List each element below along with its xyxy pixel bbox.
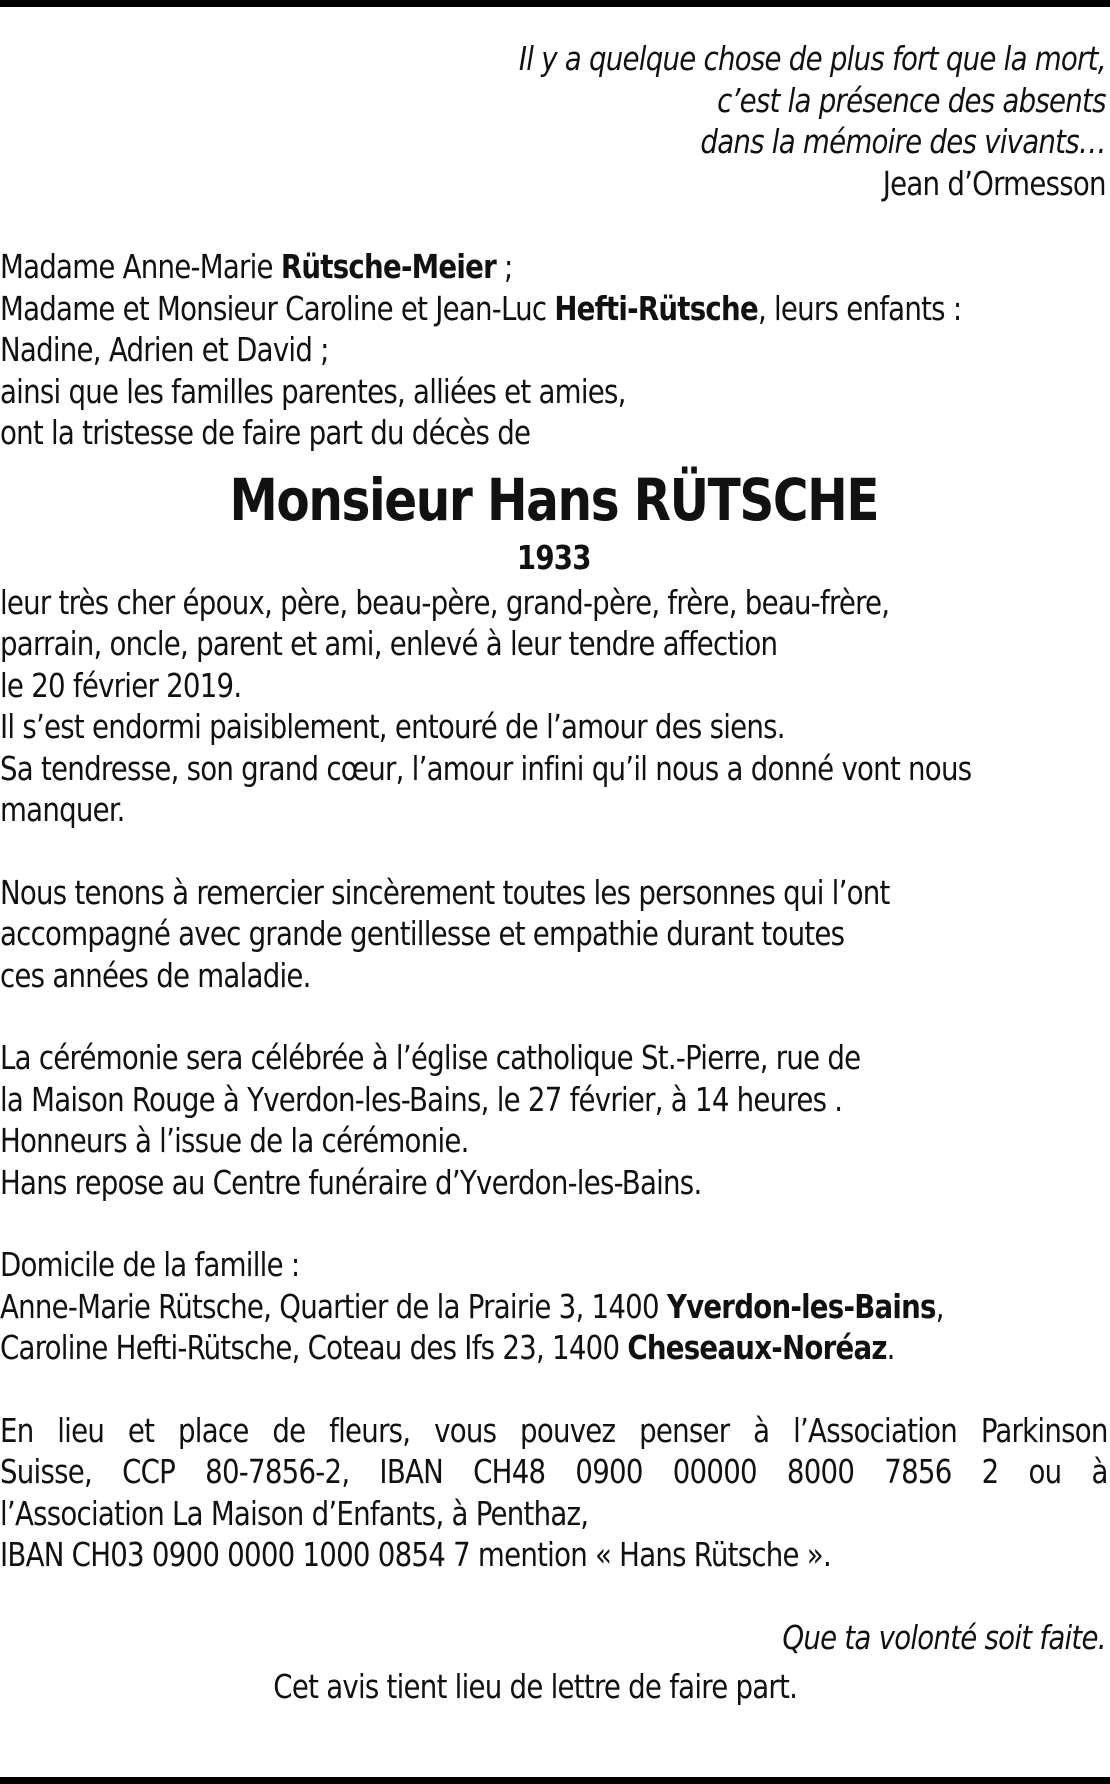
address-text: , <box>935 1286 944 1326</box>
donations-line: En lieu et place de fleurs, vous pouvez penser à l’Association Parkinson <box>0 1410 1108 1450</box>
family-residence <box>0 1244 1108 1369</box>
tribute-line: parrain, oncle, parent et ami, enlevé à leur tendre affection <box>0 624 778 663</box>
ceremony-paragraph <box>0 1037 1108 1203</box>
announcer-text: , leurs enfants : <box>757 288 962 328</box>
ceremony-line: Hans repose au Centre funéraire d’Yverdon-les-Bains. <box>0 1162 702 1202</box>
address-text: Anne-Marie Rütsche, Quartier de la Prairie 3, 1400 <box>0 1286 667 1326</box>
tribute-paragraph <box>0 582 1108 831</box>
announcer-line: ainsi que les familles parentes, alliées et amies, <box>0 371 626 411</box>
tribute-line: leur très cher époux, père, beau-père, grand-père, frère, beau-frère, <box>0 582 890 622</box>
announcer-text: ; <box>495 247 513 286</box>
address-city: Cheseaux-Noréaz <box>627 1328 887 1367</box>
tribute-line: manquer. <box>0 790 125 829</box>
residence-address <box>0 1327 1108 1369</box>
thanks-line: ces années de maladie. <box>0 955 311 995</box>
residence-heading: Domicile de la famille : <box>0 1245 300 1284</box>
announcer-text: Madame Anne-Marie <box>0 247 281 286</box>
closing-prayer: Que ta volonté soit faite. <box>782 1617 1106 1657</box>
deceased-birth-year: 1933 <box>516 537 591 577</box>
announcer-line: ont la tristesse de faire part du décès de <box>0 413 531 452</box>
thanks-line: Nous tenons à remercier sincèrement toutes les personnes qui l’ont <box>0 872 890 912</box>
bottom-border-rule <box>0 1777 1110 1784</box>
thanks-line: accompagné avec grande gentillesse et empathie durant toutes <box>0 914 845 953</box>
quote-line: dans la mémoire des vivants… <box>700 122 1106 161</box>
deceased-name: Monsieur Hans RÜTSCHE <box>229 465 879 534</box>
address-text: . <box>886 1328 895 1367</box>
tribute-line: le 20 février 2019. <box>0 665 242 705</box>
ceremony-line: La cérémonie sera célébrée à l’église catholique St.-Pierre, rue de <box>0 1038 861 1077</box>
residence-address <box>0 1286 1108 1328</box>
ceremony-line: la Maison Rouge à Yverdon-les-Bains, le 27 février, à 14 heures . <box>0 1079 843 1119</box>
ceremony-line: Honneurs à l’issue de la cérémonie. <box>0 1121 469 1160</box>
donations-paragraph <box>0 1410 1108 1576</box>
obituary-notice <box>0 38 1108 1708</box>
address-text: Caroline Hefti-Rütsche, Coteau des Ifs 23, 1400 <box>0 1328 628 1367</box>
thanks-paragraph <box>0 872 1108 997</box>
announcer-line: Nadine, Adrien et David ; <box>0 330 329 369</box>
tribute-line: Il s’est endormi paisiblement, entouré de l’amour des siens. <box>0 707 785 746</box>
epigraph-quote <box>0 38 1108 204</box>
announcer-line <box>0 288 1108 330</box>
announcer-surname: Rütsche-Meier <box>280 247 496 286</box>
address-city: Yverdon-les-Bains <box>666 1286 936 1326</box>
quote-line: Il y a quelque chose de plus fort que la mort, <box>518 39 1106 78</box>
closing-notice: Cet avis tient lieu de lettre de faire part. <box>273 1667 798 1706</box>
quote-author: Jean d’Ormesson <box>882 163 1106 203</box>
donations-line: Suisse, CCP 80-7856-2, IBAN CH48 0900 00000 8000 7856 2 ou à <box>0 1452 1108 1491</box>
top-border-rule <box>0 0 1110 7</box>
donations-line: IBAN CH03 0900 0000 1000 0854 7 mention « Hans Rütsche ». <box>0 1535 831 1574</box>
donations-line: l’Association La Maison d’Enfants, à Penthaz, <box>0 1493 589 1533</box>
announcers-block <box>0 246 1108 454</box>
announcer-text: Madame et Monsieur Caroline et Jean-Luc <box>0 288 555 328</box>
tribute-line: Sa tendresse, son grand cœur, l’amour infini qu’il nous a donné vont nous <box>0 748 972 788</box>
quote-line: c’est la présence des absents <box>717 80 1106 120</box>
announcer-surname: Hefti-Rütsche <box>554 288 758 328</box>
announcer-line <box>0 246 1108 288</box>
